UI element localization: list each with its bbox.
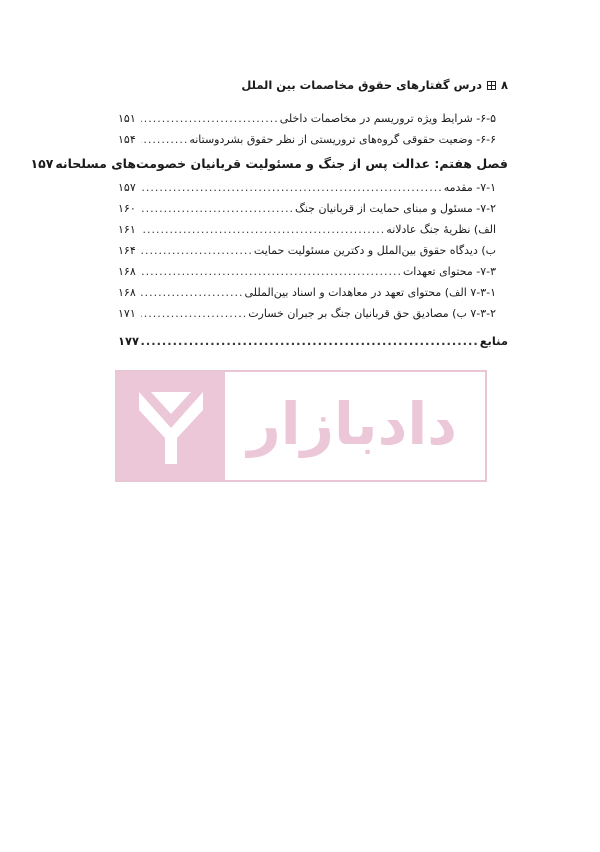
toc-sources-title: منابع bbox=[479, 334, 508, 348]
watermark-logo-icon bbox=[117, 372, 225, 480]
toc-entry[interactable] bbox=[118, 282, 508, 303]
toc-entry-page: ۱۶۸ bbox=[118, 286, 136, 299]
toc-entry-page: ۱۵۷ bbox=[30, 156, 54, 171]
toc-entry-title: ۷-۳-۱ الف) محتوای تعهد در معاهدات و اسناد بین‌المللی bbox=[244, 286, 496, 299]
toc-entry[interactable] bbox=[118, 261, 508, 282]
toc-leader-dots bbox=[141, 240, 253, 261]
toc-entry-page: ۱۶۱ bbox=[118, 223, 136, 236]
watermark-text: دادبازار bbox=[247, 390, 457, 458]
toc-chapter-title: فصل هفتم: عدالت پس از جنگ و مسئولیت قربانیان خصومت‌های مسلحانه bbox=[55, 156, 508, 171]
toc-entry-title: الف) نظریهٔ جنگ عادلانه bbox=[386, 223, 496, 236]
running-header bbox=[92, 78, 508, 92]
toc-entry-page: ۱۵۷ bbox=[118, 181, 136, 194]
toc-entry[interactable] bbox=[118, 219, 508, 240]
toc-entry-page: ۱۷۷ bbox=[118, 334, 140, 348]
toc-leader-dots bbox=[141, 108, 279, 129]
toc-entry-page: ۱۶۴ bbox=[118, 244, 136, 257]
toc-entry-page: ۱۶۸ bbox=[118, 265, 136, 278]
toc-leader-dots bbox=[141, 177, 443, 198]
toc-leader-dots bbox=[141, 282, 244, 303]
toc-leader-dots bbox=[141, 129, 188, 150]
toc-leader-dots bbox=[141, 198, 294, 219]
toc-entry-page: ۱۷۱ bbox=[118, 307, 136, 320]
toc-entry[interactable] bbox=[118, 129, 508, 150]
toc-entry-title: ب) دیدگاه حقوق بین‌الملل و دکترین مسئولیت حمایت bbox=[253, 244, 496, 257]
toc-entry-page: ۱۶۰ bbox=[118, 202, 136, 215]
toc-entry[interactable] bbox=[118, 177, 508, 198]
toc-leader-dots bbox=[141, 261, 402, 282]
toc-entry[interactable] bbox=[118, 198, 508, 219]
toc-entry-title: ۷-۳- محتوای تعهدات bbox=[402, 265, 496, 278]
toc-entry-title: ۷-۱- مقدمه bbox=[443, 181, 496, 194]
toc-leader-dots bbox=[141, 328, 479, 354]
toc-entry[interactable] bbox=[118, 303, 508, 324]
header-title: درس گفتارهای حقوق مخاصمات بین الملل bbox=[241, 78, 482, 92]
toc-entry-title: ۶-۶- وضعیت حقوقی گروه‌های تروریستی از نظر حقوق بشردوستانه bbox=[189, 133, 496, 146]
toc-leader-dots bbox=[141, 303, 247, 324]
toc-entry-title: ۷-۳-۲ ب) مصادیق حق قربانیان جنگ بر جبران خسارت bbox=[248, 307, 496, 320]
book-icon bbox=[487, 81, 496, 90]
header-page-number: ۸ bbox=[500, 78, 508, 92]
toc-leader-dots bbox=[141, 219, 385, 240]
toc-entry-page: ۱۵۴ bbox=[118, 133, 136, 146]
toc-entry-title: ۶-۵- شرایط ویژه تروریسم در مخاصمات داخلی bbox=[279, 112, 496, 125]
table-of-contents bbox=[30, 108, 508, 354]
toc-entry[interactable] bbox=[118, 108, 508, 129]
toc-entry[interactable] bbox=[118, 240, 508, 261]
toc-chapter-entry[interactable] bbox=[30, 150, 508, 177]
watermark bbox=[115, 370, 487, 482]
toc-entry-title: ۷-۲- مسئول و مبنای حمایت از قربانیان جنگ bbox=[294, 202, 496, 215]
toc-sources-entry[interactable] bbox=[118, 328, 508, 354]
toc-entry-page: ۱۵۱ bbox=[118, 112, 136, 125]
